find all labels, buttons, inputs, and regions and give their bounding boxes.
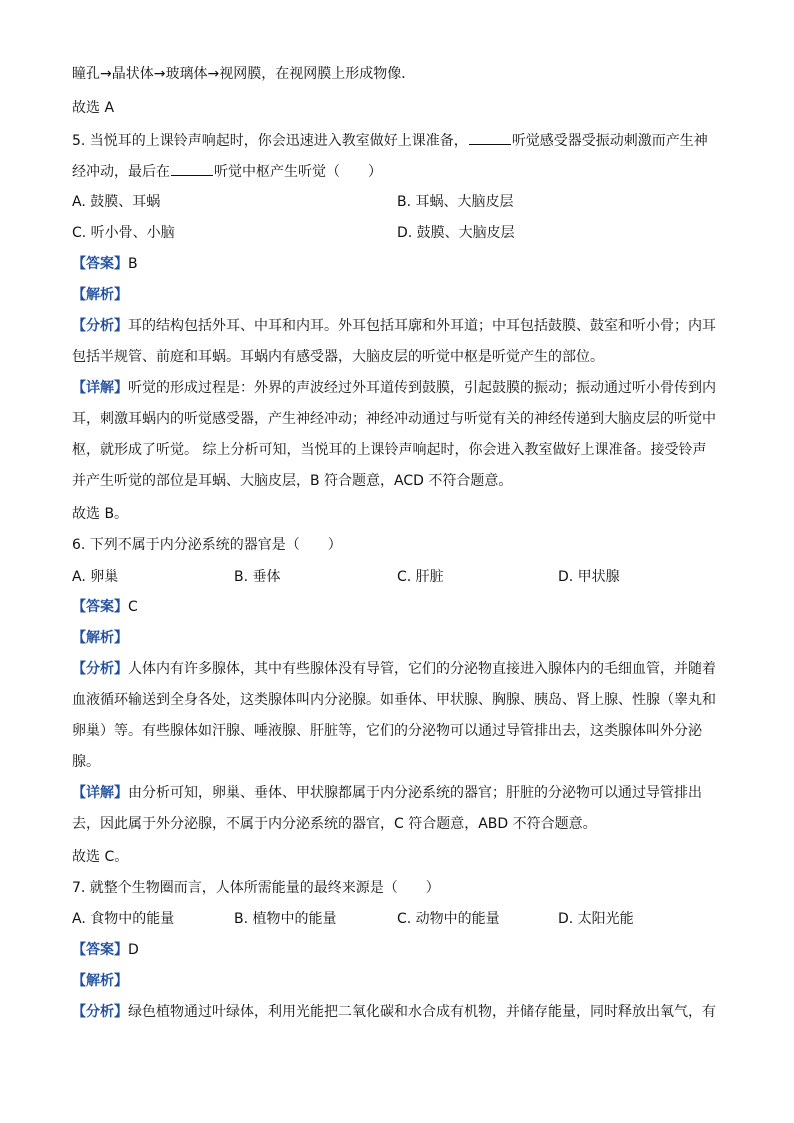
option-a: A. 鼓膜、耳蜗 [72,194,161,210]
stem-text: 经冲动，最后在 [72,164,170,180]
answer-tag: 【答案】 [72,599,128,615]
text-line: 腺。 [72,754,100,770]
answer-line [72,940,139,960]
analysis-tag: 【解析】 [72,630,128,646]
option-a: A. 食物中的能量 [72,911,175,927]
conclusion: 故选 A [72,100,115,116]
question-6-stem: 6. 下列不属于内分泌系统的器官是（ ） [72,537,342,553]
option-b: B. 耳蜗、大脑皮层 [397,194,514,210]
answer-line [72,254,138,274]
text-line: 卵巢）等。有些腺体如汗腺、唾液腺、肝脏等，它们的分泌物可以通过导管排出去，这类腺体叫外分泌 [72,723,702,739]
stem-text: 听觉感受器受振动刺激而产生神 [511,133,708,149]
answer-tag: 【答案】 [72,256,128,272]
text-line: 枢，就形成了听觉。 综上分析可知，当悦耳的上课铃声响起时，你会进入教室做好上课准备。接受铃声 [72,442,707,458]
analysis-paragraph [72,654,722,778]
option-d: D. 甲状腺 [558,569,620,585]
text-line: 瞳孔→晶状体→玻璃体→视网膜，在视网膜上形成物像． [72,66,416,82]
text-line: 血液循环输送到全身各处，这类腺体叫内分泌腺。如垂体、甲状腺、胸腺、胰岛、肾上腺、性腺（睾丸和 [72,692,716,708]
text-line: 由分析可知，卵巢、垂体、甲状腺都属于内分泌系统的器官；肝脏的分泌物可以通过导管排出 [128,785,702,801]
text-line: 人体内有许多腺体，其中有些腺体没有导管，它们的分泌物直接进入腺体内的毛细血管，并随着 [128,661,716,677]
text-line: 耳，刺激耳蜗内的听觉感受器，产生神经冲动；神经冲动通过与听觉有关的神经传递到大脑皮层的听觉中 [72,411,716,427]
text-line: 听觉的形成过程是：外界的声波经过外耳道传到鼓膜，引起鼓膜的振动；振动通过听小骨传到内 [128,380,716,396]
answer-value: C [128,599,138,615]
detail-paragraph [72,778,722,840]
analysis-paragraph [72,311,722,373]
text-line: 去，因此属于外分泌腺，不属于内分泌系统的器官，C 符合题意，ABD 不符合题意。 [72,816,597,832]
analysis-tag: 【解析】 [72,287,128,303]
stem-text: 5. 当悦耳的上课铃声响起时，你会迅速进入教室做好上课准备， [72,133,468,149]
question-7-stem: 7. 就整个生物圈而言，人体所需能量的最终来源是（ ） [72,880,440,896]
option-c: C. 听小骨、小脑 [72,225,175,241]
option-d: D. 太阳光能 [558,911,634,927]
answer-blank [469,130,511,145]
analysis-tag: 【解析】 [72,973,128,989]
fenxi-tag: 【分析】 [72,1004,128,1020]
option-b: B. 植物中的能量 [234,911,337,927]
answer-blank [171,161,213,176]
text-line: 耳的结构包括外耳、中耳和内耳。外耳包括耳廓和外耳道；中耳包括鼓膜、鼓室和听小骨；内耳 [128,318,716,334]
text-line: 并产生听觉的部位是耳蜗、大脑皮层，B 符合题意，ACD 不符合题意。 [72,473,513,489]
xiangjie-tag: 【详解】 [72,785,128,801]
option-c: C. 动物中的能量 [397,911,500,927]
fenxi-tag: 【分析】 [72,318,128,334]
question-5-stem-line-1 [72,130,708,151]
option-c: C. 肝脏 [397,569,444,585]
analysis-paragraph [72,997,722,1028]
option-b: B. 垂体 [234,569,281,585]
answer-tag: 【答案】 [72,942,128,958]
detail-paragraph [72,373,722,497]
option-d: D. 鼓膜、大脑皮层 [397,225,515,241]
option-a: A. 卵巢 [72,569,119,585]
stem-text: 听觉中枢产生听觉（ ） [214,164,382,180]
answer-line [72,597,138,617]
question-5-stem-line-2 [72,161,382,182]
text-line: 包括半规管、前庭和耳蜗。耳蜗内有感受器，大脑皮层的听觉中枢是听觉产生的部位。 [72,349,604,365]
text-line: 绿色植物通过叶绿体，利用光能把二氧化碳和水合成有机物，并储存能量，同时释放出氧气，有 [128,1004,716,1020]
fenxi-tag: 【分析】 [72,661,128,677]
answer-value: B [128,256,138,272]
conclusion: 故选 B。 [72,506,129,522]
conclusion: 故选 C。 [72,849,129,865]
xiangjie-tag: 【详解】 [72,380,128,396]
answer-value: D [128,942,139,958]
